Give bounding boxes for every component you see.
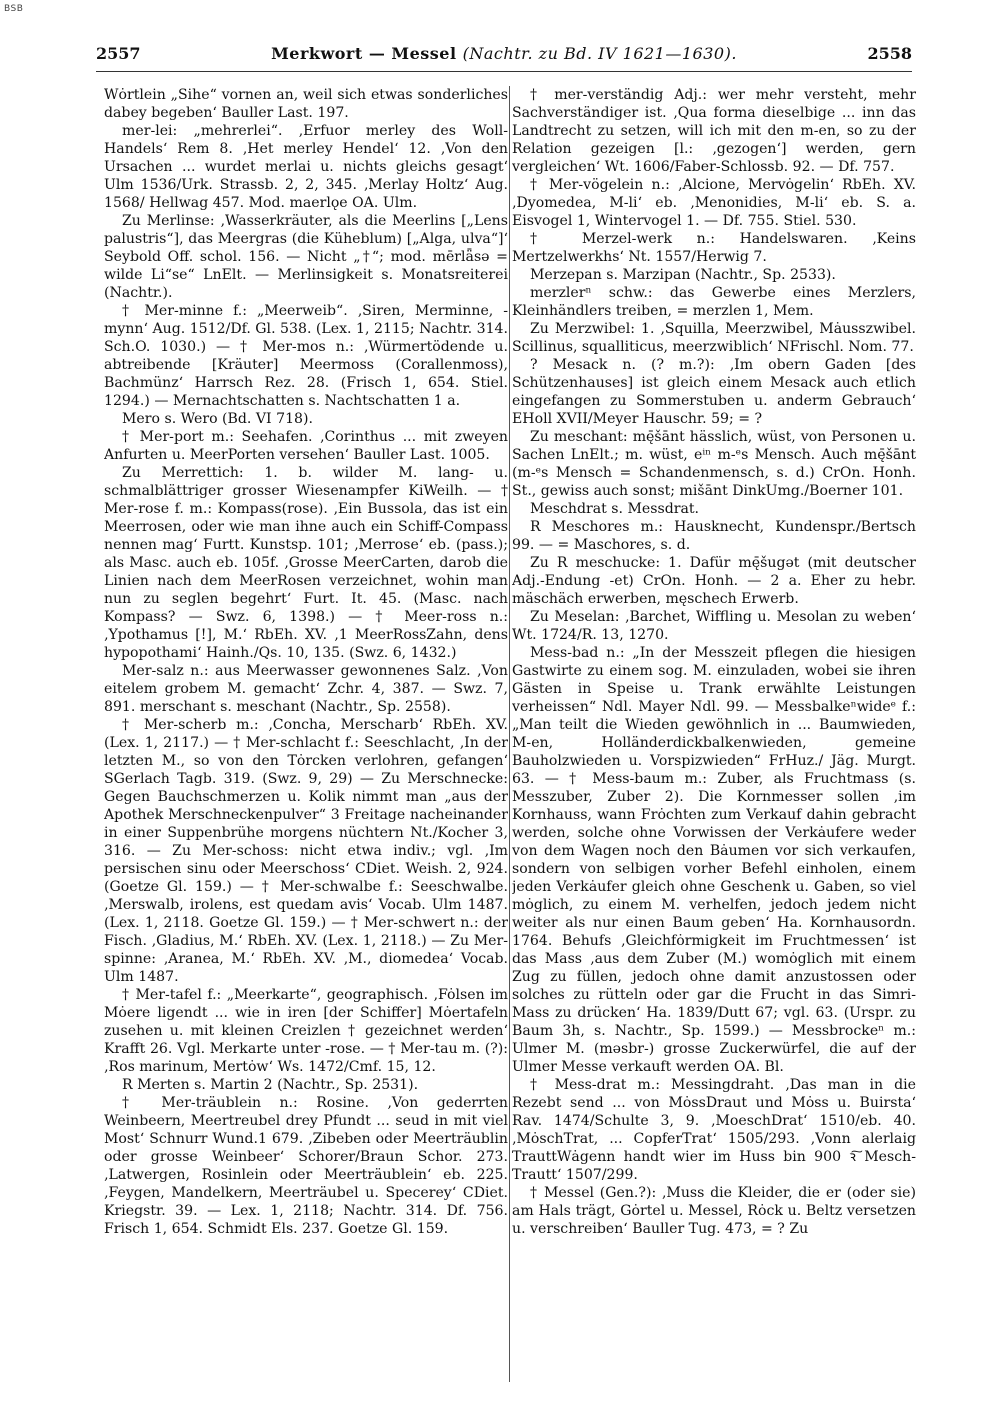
- page-number-left: 2557: [96, 44, 141, 63]
- page-number-right: 2558: [867, 44, 912, 63]
- entry-paragraph: † Messel (Gen.?): ‚Muss die Kleider, die er (oder sie) am Hals trägt, Gȯrtel u. Messel, Rȯck u. Beltz versetzen u. verschreiben‘ Bauller Tug. 473, = ? Zu: [512, 1185, 916, 1237]
- page-header: [96, 44, 912, 66]
- entry-paragraph: Mero s. Wero (Bd. VI 718).: [122, 411, 313, 427]
- entry-paragraph: † Mer-port m.: Seehafen. ‚Corinthus ... mit zweyen Anfurten u. MeerPorten versehen‘ Bauller Last. 1005.: [104, 429, 508, 463]
- entry-paragraph: Mer-salz n.: aus Meerwasser gewonnenes Salz. ‚Von eitelem grobem M. gemacht‘ Zchr. 4, 387. — Swz. 7, 891. merschant s. meschant (Nachtr., Sp. 2558).: [104, 663, 508, 715]
- entry-paragraph: Zu Merrettich: 1. b. wilder M. lang- u. schmalblättriger grosser Wiesenampfer KiWeilh. — † Mer-rose f. m.: Kompass(rose). ‚Ein Bussola, das ist ein Meerrosen, oder wie man ihne auch ein Schiff-Compass nennen mag‘ Furtt. Kunstsp. 101; ‚Merrose‘ eb. (pass.); als Masc. auch eb. 105f. ‚Grosse MeerCarten, darob die Linien nach dem MeerRosen verzeichnet, wohin man nun zu seglen begehrt‘ Furt. It. 45. (Masc. nach Kompass? — Swz. 6, 1398.) — † Meer-ross n.: ‚Ypothamus [!], M.‘ RbEh. XV. ‚1 MeerRossZahn, dens hypopothami‘ Hainh./Qs. 10, 135. (Swz. 6, 1432.): [104, 465, 508, 661]
- entry-paragraph: ? Mesack n. (? m.?): ‚Im obern Gaden [des Schützenhauses] ist gleich einem Mesack auch etlich eingefangen zu Sommerstuben u. anderm Gebrauch‘ EHoll XVII/Meyer Hauschr. 59; = ?: [512, 357, 916, 427]
- entry-paragraph: † Mer-träublein n.: Rosine. ‚Von gederrten Weinbeern, Meertreubel drey Pfundt ... seud in mit viel Most‘ Schnurr Wund.1 679. ‚Zibeben oder Meerträublin oder grosse Weinbeer‘ Schorer/Braun Schor. 273. ‚Latwergen, Rosinlein oder Meerträublein‘ eb. 225. ‚Feygen, Mandelkern, Meerträubel u. Specerey‘ CDiet. Kriegstr. 39. — Lex. 1, 2118; Nachtr. 314. Df. 756. Frisch 1, 654. Schmidt Els. 237. Goetze Gl. 159.: [104, 1095, 508, 1237]
- entry-paragraph: R Merten s. Martin 2 (Nachtr., Sp. 2531).: [122, 1077, 419, 1093]
- entry-paragraph: Zu Merzwibel: 1. ‚Squilla, Meerzwibel, Mȧusszwibel. Scillinus, squalliticus, meerzwiblich‘ NFrischl. Nom. 77.: [512, 321, 916, 355]
- entry-paragraph: † Merzel-werk n.: Handelswaren. ‚Keins Mertzelwerkhs‘ Nt. 1557/Herwig 7.: [512, 231, 916, 265]
- left-column: [104, 86, 508, 1382]
- running-title: [96, 44, 912, 63]
- entry-paragraph: † Mer-vögelein n.: ‚Alcione, Mervȯgelin‘ RbEh. XV. ‚Dyomedea, M-li‘ eb. ‚Menonidies, M-li‘ eb. S. a. Eisvogel 1, Wintervogel 1. — Df. 755. Stiel. 530.: [512, 177, 916, 229]
- entry-paragraph: † Mess-drat m.: Messingdraht. ‚Das man in die Rezebt send ... von MȯssDraut und Mȯss u. Buirsta‘ Rav. 1474/Schulte 3, 9. ‚MoeschDrat‘ 1510/eb. 40. ‚MȯschTrat, ... CopferTrat‘ 1505/293. ‚Vonn alerlaig TrauttWȧgenn handt wier im Huss bin 900 ꝛ͠ Mesch-Trautt‘ 1507/299.: [512, 1077, 916, 1183]
- entry-paragraph: Zu R meschucke: 1. Dafür mę̄šugət (mit deutscher Adj.-Endung -et) CrOn. Honh. — 2 a. Eher zu hebr. mäschäch erwerben, męschech Erwerb.: [512, 555, 916, 607]
- running-title-italic: (Nachtr. zu Bd. IV 1621—1630).: [462, 44, 737, 63]
- column-divider: [509, 86, 510, 1382]
- entry-paragraph: † mer-verständig Adj.: wer mehr versteht, mehr Sachverständiger ist. ‚Qua forma dieselbige ... inn das Landtrecht zu setzen, will ich mit den m-en, so zu der Relation gezeigen [l.: ‚gezogen‘] werden, gern vergleichen‘ Wt. 1606/Faber-Schlossb. 92. — Df. 757.: [512, 87, 916, 175]
- entry-paragraph: R Meschores m.: Hausknecht, Kundenspr./Bertsch 99. — = Maschores, s. d.: [512, 519, 916, 553]
- entry-paragraph: Merzepan s. Marzipan (Nachtr., Sp. 2533).: [530, 267, 836, 283]
- entry-paragraph: Zu meschant: mę̄šānt hässlich, wüst, von Personen u. Sachen LnElt.; m. wüst, eⁱⁿ m-ᵉs Mensch. Auch mę̄šānt (m-ᵉs Mensch = Schandenmensch, s. d.) CrOn. Honh. St., gewiss auch sonst; mišānt DinkUmg./Boerner 101.: [512, 429, 916, 499]
- entry-paragraph: mer-lei: „mehrerlei“. ‚Erfuor merley des Woll-Handels‘ Rem 8. ‚Het merley Hendel‘ 12. ‚Von den Ursachen ... wurdet merlai u. nichts gleichs gesagt‘ Ulm 1536/Urk. Strassb. 2, 2, 345. ‚Merlay Holtz‘ Aug. 1568/ Hellwag 457. Mod. maerlǫe OA. Ulm.: [104, 123, 508, 211]
- running-title-main: Merkwort — Messel: [271, 44, 457, 63]
- entry-paragraph: Zu Mesel‌an: ‚Barchet, Wiffling u. Mesolan zu weben‘ Wt. 1724/R. 13, 1270.: [512, 609, 916, 643]
- library-stamp: BSB: [4, 4, 24, 14]
- entry-paragraph: † Mer-minne f.: „Meerweib“. ‚Siren, Merminne, -mynn‘ Aug. 1512/Df. Gl. 538. (Lex. 1, 2115; Nachtr. 314. Sch.O. 1030.) — † Mer-mos n.: ‚Würmertödende u. abtreibende [Kräuter] Meermoss (Corallenmoss), Bachmünz‘ Harrsch Rez. 28. (Frisch 1, 654. Stiel. 1294.) — Mernachtschatten s. Nachtschatten 1 a.: [104, 303, 508, 409]
- entry-paragraph: † Mer-tafel f.: „Meerkarte“, geographisch. ‚Fȯlsen im Mȯere ligendt ... wie in iren [der Schiffer] Mȯertafeln zusehen u. mit kleinen Creizlen † gezeichnet werden‘ Krafft 26. Vgl. Merkarte unter -rose. — † Mer-tau m. (?): ‚Ros marinum, Mertȯw‘ Ws. 1472/Cmf. 15, 12.: [104, 987, 508, 1075]
- right-column: [512, 86, 916, 1382]
- entry-paragraph: Meschdrat s. Messdrat.: [530, 501, 700, 517]
- entry-paragraph: † Mer-scherb m.: ‚Concha, Merscharb‘ RbEh. XV. (Lex. 1, 2117.) — † Mer-schlacht f.: Seeschlacht, ‚In der letzten M., so von den Tȯrcken verlohren, gefangen‘ SGerlach Tagb. 319. (Swz. 9, 29) — Zu Merschnecke: Gegen Bauchschmerzen u. Kolik nimmt man „aus der Apothek Merschneckenpulver“ 3 Freitage nacheinander in einer Suppenbrühe morgens nüchtern Nt./Kocher 3, 316. — Zu Mer-schoss: nicht etwa indiv.; vgl. ‚Im persischen sinu oder Meerschoss‘ CDiet. Weish. 2, 924. (Goetze Gl. 159.) — † Mer-schwalbe f.: Seeschwalbe. ‚Merswalb, irolens, est quedam avis‘ Vocab. Ulm 1487. (Lex. 1, 2118. Goetze Gl. 159.) — † Mer-schwert n.: der Fisch. ‚Gladius, M.‘ RbEh. XV. (Lex. 1, 2118.) — Zu Mer-spinne: ‚Aranea, M.‘ RbEh. XV. ‚M., diomedea‘ Vocab. Ulm 1487.: [104, 717, 508, 985]
- entry-paragraph: Zu Merlinse: ‚Wasserkräuter, als die Meerlins [„Lens palustris“], das Meergras (die Küheblum) [„Alga, ulva“]‘ Seybold Off. schol. 156. — Nicht „†“; mod. mērlǟsə = wilde Li“se“ LnElt. — Merlinsigkeit s. Monatsreiterei (Nachtr.).: [104, 213, 508, 301]
- entry-paragraph: merzlerⁿ schw.: das Gewerbe eines Merzlers, Kleinhändlers treiben, = merzlen 1, Mem.: [512, 285, 916, 319]
- entry-paragraph: Wȯrtlein „Sihe“ vornen an, weil sich etwas sonderliches dabey begeben‘ Bauller Last. 197.: [104, 87, 508, 121]
- header-rule: [96, 71, 912, 72]
- entry-paragraph: Mess-bad n.: „In der Messzeit pflegen die hiesigen Gastwirte zu einem sog. M. einzuladen, wobei sie ihren Gästen in Speise u. Trank erwählte Leistungen verheissen“ Ndl. Mayer Ndl. 99. — Messbalkeⁿwideᵉ f.: „Man teilt die Wieden gewöhnlich in ... Baumwieden, M-en, Holländerdickbalkenwieden, gemeine Bauholzwieden u. Vorspizwieden“ FrHuz./ Jäg. Murgt. 63. — † Mess-baum m.: Zuber, als Fruchtmass (s. Messzuber, Zuber 2). Die Kornmesser sollen ‚im Kornhauss, wann Frȯchten zum Verkauf dahin gebracht werden, solche ohne Vorwissen der Verkȧufere weder von dem Wagen noch den Bȧumen vor sich verkaufen, sondern von selbigen vorher Befehl einholen, einem jeden Verkȧufer gleich ohne Geschenk u. Gaben, so viel mȯglich, zu einem M. verhelfen, jedoch jedem nicht weiter als nur einen Baum geben‘ Ha. Kornhausordn. 1764. Behufs ‚Gleichfȯrmigkeit im Fruchtmessen‘ ist das Mass ‚aus dem Zuber (M.) womȯglich mit einem Zug zu füllen, jedoch ohne damit anzustossen oder solches zu rütteln oder gar die Frucht in das Simri-Mass zu drücken‘ Ha. 1839/Dutt 67; vgl. 63. (Urspr. zu Baum 3h, s. Nachtr., Sp. 1599.) — Messbrockeⁿ m.: Ulmer M. (məsbr-) grosse Zuckerwürfel, die auf der Ulmer Messe verkauft werden OA. Bl.: [512, 645, 916, 1075]
